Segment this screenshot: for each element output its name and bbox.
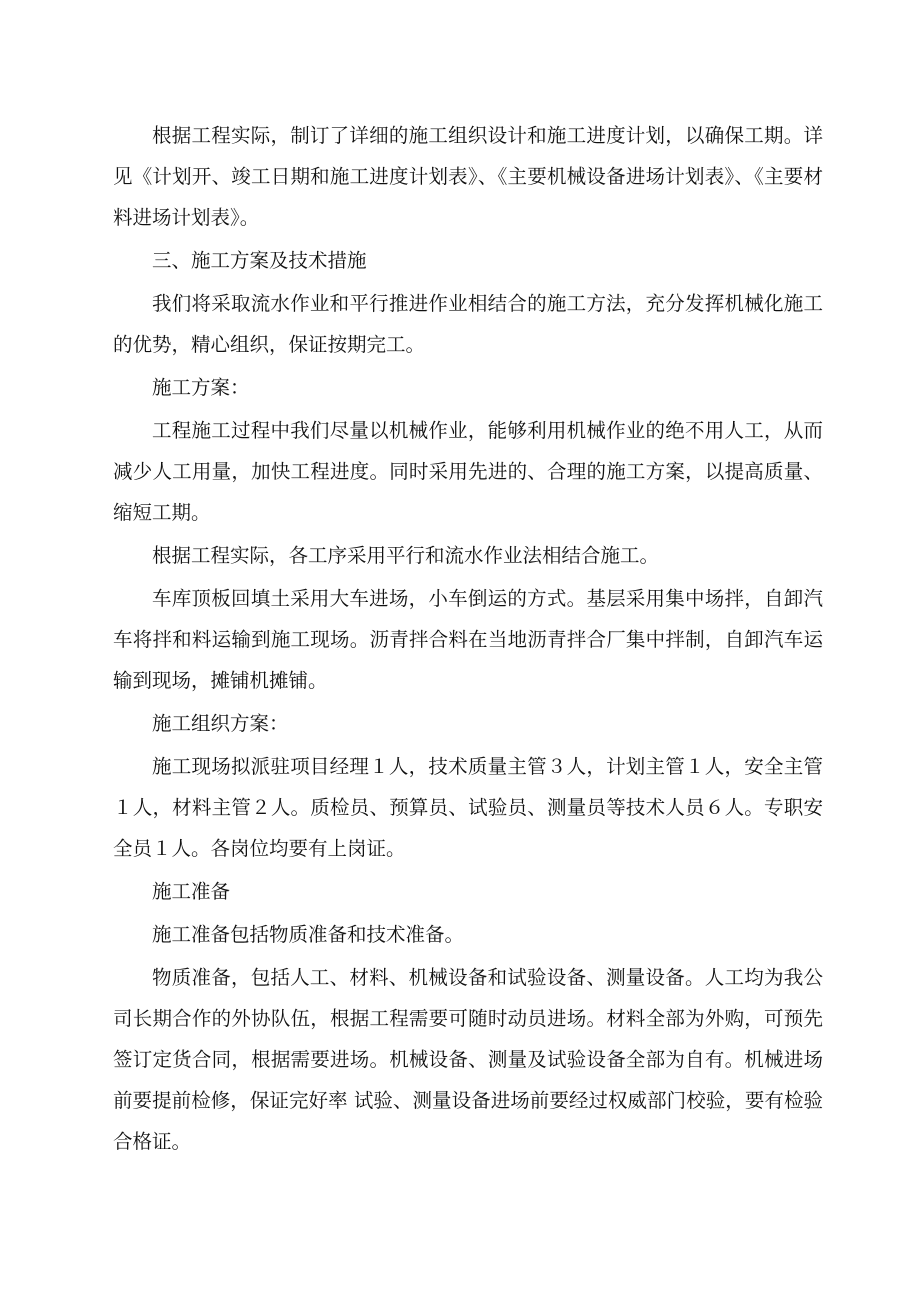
paragraph-schedule-plan: 根据工程实际，制订了详细的施工组织设计和施工进度计划，以确保工期。详见《计划开、竣工日期和施工进度计划表》、《主要机械设备进场计划表》、《主要材料进场计划表》。 (113, 124, 823, 229)
subheading-construction-scheme: 施工方案： (152, 376, 250, 399)
subheading-organization-scheme: 施工组织方案： (152, 712, 289, 735)
paragraph-construction-method: 我们将采取流水作业和平行推进作业相结合的施工方法，充分发挥机械化施工的优势，精心组织，保证按期完工。 (113, 292, 823, 356)
document-body (113, 115, 823, 1164)
subheading-construction-preparation: 施工准备 (152, 880, 231, 903)
paragraph-material-preparation: 物质准备，包括人工、材料、机械设备和试验设备、测量设备。人工均为我公司长期合作的外协队伍，根据工程需要可随时动员进场。材料全部为外购，可预先签订定货合同，根据需要进场。机械设备、测量及试验设备全部为自有。机械进场前要提前检修，保证完好率 试验、测量设备进场前要经过权威部门校验，要有检验合格证。 (113, 966, 823, 1153)
paragraph-backfill-transport: 车库顶板回填土采用大车进场，小车倒运的方式。基层采用集中场拌，自卸汽车将拌和料运输到施工现场。沥青拌合料在当地沥青拌合厂集中拌制，自卸汽车运输到现场，摊铺机摊铺。 (113, 587, 823, 692)
paragraph-preparation-types: 施工准备包括物质准备和技术准备。 (152, 923, 465, 946)
paragraph-parallel-flow: 根据工程实际，各工序采用平行和流水作业法相结合施工。 (152, 544, 660, 567)
section-heading-construction-plan: 三、施工方案及技术措施 (152, 249, 367, 272)
paragraph-mechanized-work: 工程施工过程中我们尽量以机械作业，能够利用机械作业的绝不用人工，从而减少人工用量，加快工程进度。同时采用先进的、合理的施工方案，以提高质量、缩短工期。 (113, 419, 823, 524)
paragraph-staffing: 施工现场拟派驻项目经理１人，技术质量主管３人，计划主管１人，安全主管１人，材料主管２人。质检员、预算员、试验员、测量员等技术人员６人。专职安全员１人。各岗位均要有上岗证。 (113, 755, 823, 860)
